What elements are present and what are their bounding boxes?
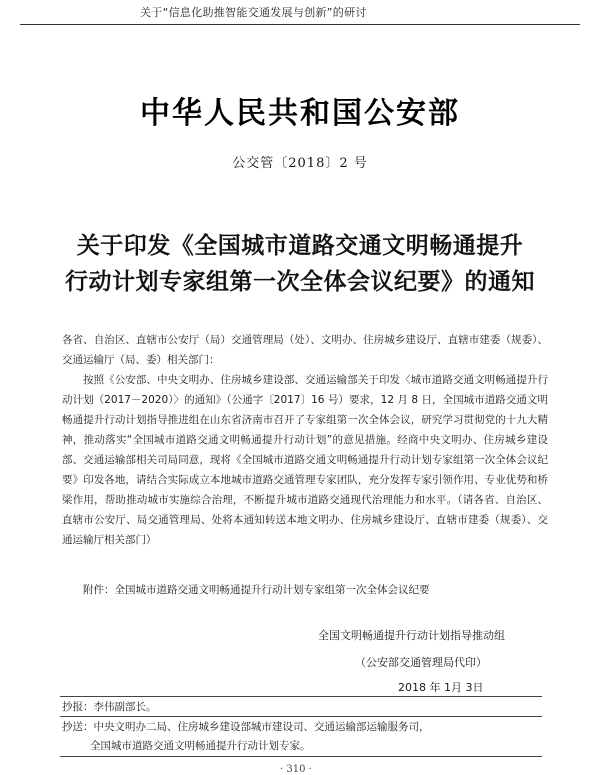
issuing-department: 中华人民共和国公安部	[140, 96, 460, 131]
issue-date: 2018 年 1月 3日	[398, 681, 484, 694]
recipients: 各省、自治区、直辖市公安厅（局）交通管理局（处）、文明办、住房城乡建设厅、直辖市建委（规委）、交通运输厅（局、委）相关部门：	[62, 334, 548, 366]
header-rule	[20, 24, 580, 25]
issuer-name: 全国文明畅通提升行动计划指导推动组	[318, 629, 505, 642]
issuer-on-behalf: （公安部交通管理局代印）	[355, 656, 487, 669]
attachment-line: 附件：全国城市道路交通文明畅通提升行动计划专家组第一次全体会议纪要	[83, 584, 430, 596]
document-number: 公交管〔2018〕2 号	[232, 156, 368, 171]
cc-list-continued: 全国城市道路交通文明畅通提升行动计划专家。	[90, 740, 311, 752]
cc-list: 抄送：中央文明办二局、住房城乡建设部城市建设司、交通运输部运输服务司，	[62, 721, 430, 733]
running-header: 关于“信息化助推智能交通发展与创新”的研讨	[140, 6, 367, 19]
distribution-rule-mid	[60, 716, 542, 717]
distribution-rule-top	[60, 696, 542, 697]
cc-leader: 抄报：李伟副部长。	[62, 701, 157, 713]
main-paragraph: 按照《公安部、中央文明办、住房城乡建设部、交通运输部关于印发〈城市道路交通文明畅通提升行动计划（2017－2020）〉的通知》（公通字〔2017〕16 号）要求，12 月 8 日，全国城市道路交通文明畅通提升行动计划指导推进组在山东省济南市召开了专家组第一次全体会议，研究学习贯彻党的十九大精神，推动落实“全国城市道路交通文明畅通提升行动计划”的意见措施。经商中央文明办、住房城乡建设部、交通运输部相关司局同意，现将《全国城市道路交通文明畅通提升行动计划专家组第一次全体会议纪要》印发各地，请结合实际成立本地城市道路交通管理专家团队，充分发挥专家引领作用、专业优势和桥梁作用，帮助推动城市实施综合治理，不断提升城市道路交通现代治理能力和水平。（请各省、自治区、直辖市公安厅、局交通管理局、处将本通知转送本地文明办、住房城乡建设厅、直辖市建委（规委）、交通运输厅相关部门）	[62, 374, 548, 546]
notice-title	[40, 228, 560, 300]
notice-title-line1: 关于印发《全国城市道路交通文明畅通提升	[76, 233, 524, 259]
notice-title-line2: 行动计划专家组第一次全体会议纪要》的通知	[65, 269, 535, 295]
page-number: · 310 ·	[280, 764, 312, 775]
distribution-rule-bottom	[60, 756, 542, 757]
